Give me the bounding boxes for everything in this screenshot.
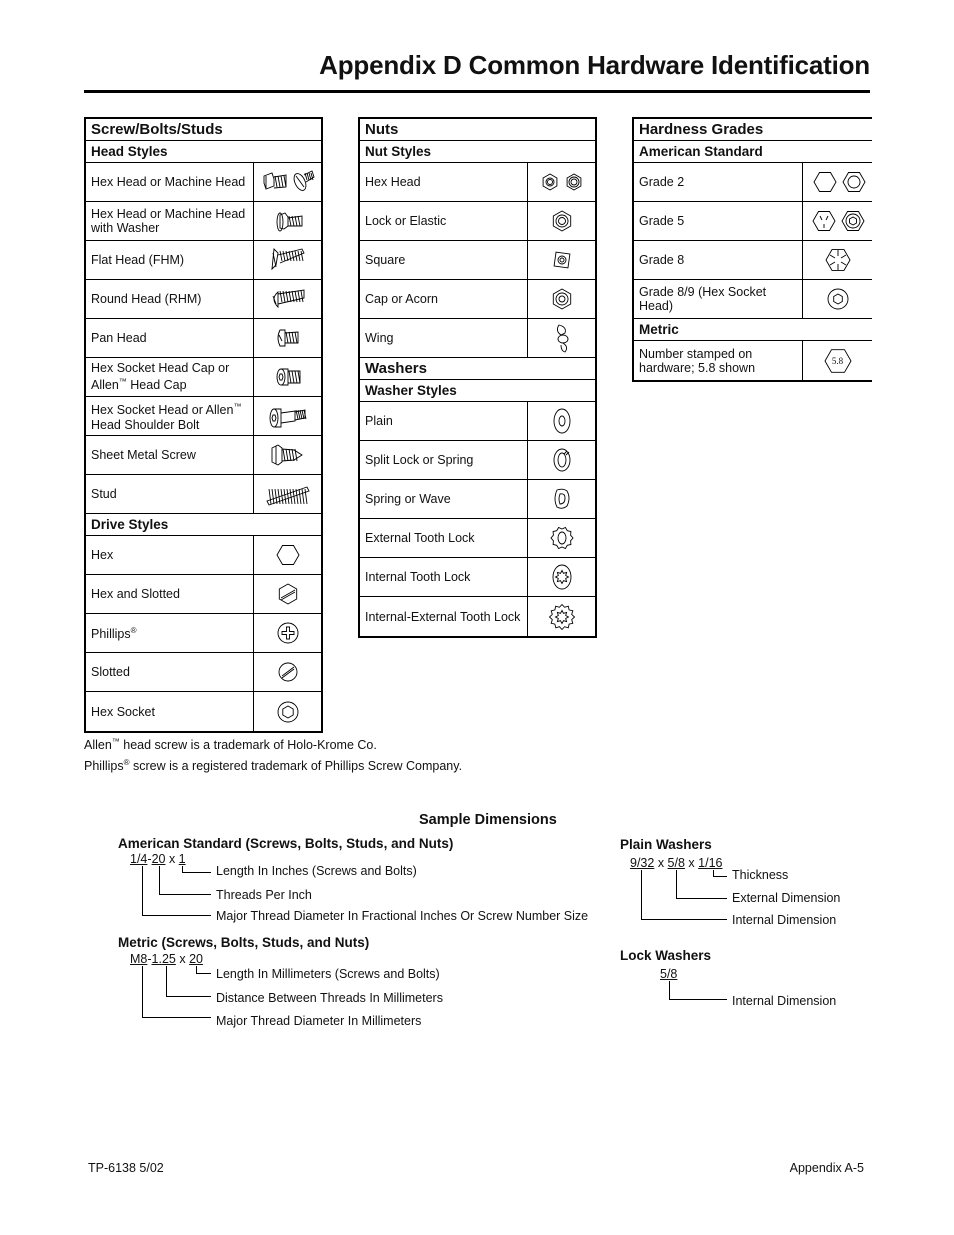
washers-title: Washers [360, 358, 595, 380]
american-sample-title: American Standard (Screws, Bolts, Studs, and Nuts) [118, 836, 454, 851]
grade-row [634, 163, 872, 202]
washer-style-row [360, 480, 595, 519]
metric-sample-title: Metric (Screws, Bolts, Studs, and Nuts) [118, 935, 370, 950]
footer-left: TP-6138 5/02 [88, 1161, 164, 1175]
washer-style-label: External Tooth Lock [365, 531, 475, 545]
washer-style-row [360, 597, 595, 636]
square-nut-icon [527, 241, 595, 279]
drive-style-label: Phillips [91, 627, 131, 642]
nut-style-label: Hex Head [365, 175, 421, 189]
head-style-label: Stud [91, 487, 117, 501]
lock-washers-code: 5/8 [660, 967, 678, 981]
shoulder-bolt-icon [253, 397, 321, 435]
head-style-label: Pan Head [91, 331, 147, 345]
grades-table [632, 117, 872, 382]
head-style-label: Sheet Metal Screw [91, 448, 196, 462]
phillips-note: Phillips® screw is a registered trademark of Phillips Screw Company. [84, 758, 463, 774]
page-title: Appendix D Common Hardware Identification [319, 50, 870, 80]
head-style-row [86, 241, 321, 280]
hex-slotted-drive-icon [253, 575, 321, 613]
wave-washer-icon [527, 480, 595, 518]
nut-style-label: Cap or Acorn [365, 292, 438, 306]
slotted-drive-icon [253, 653, 321, 691]
hex-head-washer-bolt-icon [253, 202, 321, 240]
head-style-label-after: Head Cap [126, 378, 187, 393]
grade-row [634, 241, 872, 280]
metric-grade-row [634, 341, 872, 380]
lock-label-internal: Internal Dimension [732, 994, 837, 1008]
nut-style-row [360, 319, 595, 358]
drive-style-tm: ® [130, 626, 137, 636]
grade-label: Grade 8 [639, 253, 685, 267]
american-label-length: Length In Inches (Screws and Bolts) [216, 864, 417, 878]
washer-style-row [360, 558, 595, 597]
head-style-label: Hex Head or Machine Head with Washer [91, 207, 246, 235]
drive-style-row [86, 536, 321, 575]
metric-label-length: Length In Millimeters (Screws and Bolts) [216, 967, 440, 981]
wing-nut-icon [527, 319, 595, 357]
drive-style-row [86, 653, 321, 692]
nut-style-label: Wing [365, 331, 394, 345]
drive-style-label: Hex Socket [91, 704, 155, 719]
head-styles-title: Head Styles [86, 141, 321, 163]
washer-style-label: Spring or Wave [365, 492, 451, 506]
american-sample-code: 1/4-20 x 1 [130, 852, 186, 866]
plain-washers-title: Plain Washers [620, 837, 712, 852]
head-style-row [86, 358, 321, 397]
screws-table [84, 117, 323, 733]
flat-head-screw-icon [253, 241, 321, 279]
washer-style-row [360, 441, 595, 480]
head-style-label: Round Head (RHM) [91, 292, 202, 306]
title-rule [84, 90, 870, 93]
grade-2-icon [802, 163, 872, 201]
acorn-nut-icon [527, 280, 595, 318]
nuts-table [358, 117, 597, 638]
nut-style-row [360, 241, 595, 280]
washer-style-label: Plain [365, 414, 393, 428]
split-lock-washer-icon [527, 441, 595, 479]
round-head-screw-icon [253, 280, 321, 318]
phillips-drive-icon [253, 614, 321, 652]
hex-socket-drive-icon [253, 692, 321, 731]
drive-style-row [86, 692, 321, 731]
head-style-label-after: Head Shoulder Bolt [91, 417, 200, 432]
grade-label: Grade 8/9 (Hex Socket Head) [639, 285, 767, 313]
hex-head-bolt-icon [253, 163, 321, 201]
nut-style-row [360, 202, 595, 241]
metric-grade-label: Number stamped on hardware; 5.8 shown [639, 346, 756, 375]
head-style-row [86, 397, 321, 436]
head-style-label: Flat Head (FHM) [91, 253, 185, 267]
pan-head-screw-icon [253, 319, 321, 357]
grade-5-icon [802, 202, 872, 240]
plain-label-external: External Dimension [732, 891, 841, 905]
drive-style-row [86, 614, 321, 653]
plain-label-thickness: Thickness [732, 868, 789, 882]
nut-style-label: Square [365, 253, 406, 267]
head-style-tm: ™ [233, 402, 242, 412]
external-tooth-washer-icon [527, 519, 595, 557]
drive-styles-title: Drive Styles [86, 514, 321, 536]
lock-washers-title: Lock Washers [620, 948, 712, 963]
sample-dimensions-title: Sample Dimensions [419, 812, 557, 828]
nut-style-row [360, 163, 595, 202]
washer-style-row [360, 519, 595, 558]
drive-style-label: Hex and Slotted [91, 587, 180, 601]
american-standard-title: American Standard [634, 141, 872, 163]
drive-style-row [86, 575, 321, 614]
plain-washer-icon [527, 402, 595, 440]
head-style-label: Hex Socket Head or Allen [91, 403, 234, 418]
drive-style-label: Slotted [91, 665, 130, 679]
grades-title: Hardness Grades [634, 119, 872, 141]
washer-style-label: Internal Tooth Lock [365, 570, 471, 584]
int-ext-tooth-washer-icon [527, 597, 595, 636]
washer-style-row [360, 402, 595, 441]
head-style-label: Hex Head or Machine Head [91, 175, 246, 189]
screws-title: Screw/Bolts/Studs [86, 119, 321, 141]
drive-style-label: Hex [91, 548, 114, 562]
head-style-label: Hex Socket Head Cap or Allen [91, 361, 230, 393]
head-style-row [86, 436, 321, 475]
head-style-row [86, 475, 321, 514]
lock-nut-icon [527, 202, 595, 240]
american-label-diameter: Major Thread Diameter In Fractional Inches Or Screw Number Size [216, 909, 589, 923]
head-style-row [86, 163, 321, 202]
metric-stamp-icon [802, 341, 872, 380]
sheet-metal-screw-icon [253, 436, 321, 474]
socket-head-cap-icon [253, 358, 321, 396]
plain-washers-code: 9/32 x 5/8 x 1/16 [630, 856, 723, 870]
head-style-row [86, 202, 321, 241]
grade-row [634, 202, 872, 241]
head-style-row [86, 319, 321, 358]
metric-title: Metric [634, 319, 872, 341]
metric-label-distance: Distance Between Threads In Millimeters [216, 991, 443, 1005]
allen-note: Allen™ head screw is a trademark of Holo-Krome Co. [84, 737, 377, 753]
grade-8-icon [802, 241, 872, 279]
footer-right: Appendix A-5 [789, 1161, 864, 1175]
head-style-row [86, 280, 321, 319]
metric-label-diameter: Major Thread Diameter In Millimeters [216, 1014, 422, 1028]
metric-stamp-text: 5.8 [831, 355, 844, 366]
american-label-threads: Threads Per Inch [216, 888, 312, 902]
grade-8-9-icon [802, 280, 872, 318]
internal-tooth-washer-icon [527, 558, 595, 596]
nut-styles-title: Nut Styles [360, 141, 595, 163]
metric-sample-code: M8-1.25 x 20 [130, 952, 203, 966]
washer-style-label: Split Lock or Spring [365, 453, 474, 467]
nut-style-label: Lock or Elastic [365, 214, 447, 228]
grade-label: Grade 5 [639, 214, 685, 228]
plain-label-internal: Internal Dimension [732, 913, 837, 927]
grade-label: Grade 2 [639, 175, 685, 189]
hex-nut-icon [527, 163, 595, 201]
hex-drive-icon [253, 536, 321, 574]
washer-style-label: Internal-External Tooth Lock [365, 609, 521, 624]
stud-icon [253, 475, 321, 513]
head-style-tm: ™ [118, 377, 127, 387]
nuts-title: Nuts [360, 119, 595, 141]
grade-row [634, 280, 872, 319]
washer-styles-title: Washer Styles [360, 380, 595, 402]
nut-style-row [360, 280, 595, 319]
